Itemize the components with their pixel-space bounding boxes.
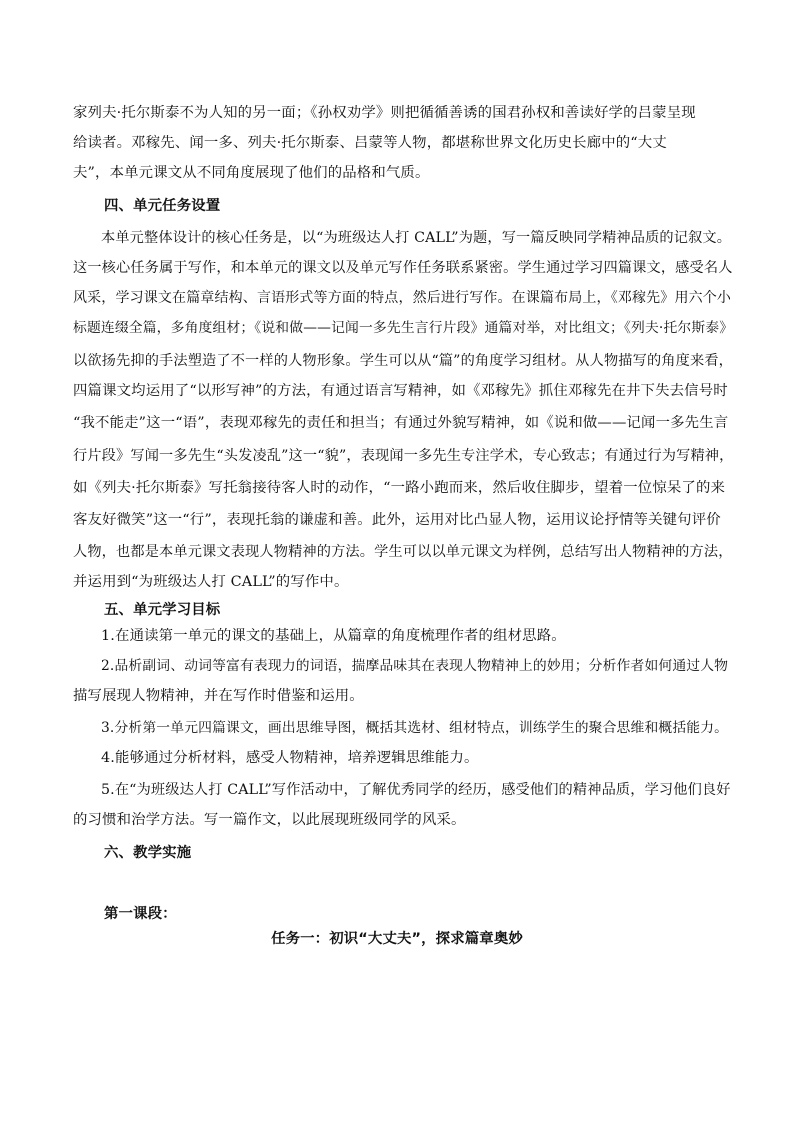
paragraph-line: 四篇课文均运用了“以形写神”的方法，有通过语言写精神，如《邓稼先》抓住邓稼先在井下失去信号时: [73, 383, 728, 399]
goal-item-4: 4.能够通过分析材料，感受人物精神，培养逻辑思维能力。: [101, 750, 479, 766]
paragraph-line: 人物，也都是本单元课文表现人物精神的方法。学生可以以单元课文为样例，总结写出人物精神的方法，: [73, 544, 733, 560]
goal-item-1: 1.在通读第一单元的课文的基础上，从篇章的角度梳理作者的组材思路。: [101, 628, 566, 644]
goal-item-2: 2.品析副词、动词等富有表现力的词语，揣摩品味其在表现人物精神上的妙用；分析作者如何通过人物: [101, 658, 729, 674]
paragraph-line: 标题连缀全篇，多角度组材；《说和做——记闻一多先生言行片段》通篇对举，对比组文；《列夫·托尔斯泰》: [73, 320, 734, 336]
goal-item-3: 3.分析第一单元四篇课文，画出思维导图，概括其选材、组材特点，训练学生的聚合思维和概括能力。: [101, 720, 729, 736]
stage-label: 第一课段：: [104, 906, 177, 922]
paragraph-line: 如《列夫·托尔斯泰》写托翁接待客人时的动作，“一路小跑而来，然后收住脚步，望着一位惊呆了的来: [73, 480, 726, 496]
paragraph-line: “我不能走”这一“语”，表现邓稼先的责任和担当；有通过外貌写精神，如《说和做——记闻一多先生言: [73, 415, 729, 431]
paragraph-line: 客友好微笑”这一“行”，表现托翁的谦虚和善。此外，运用对比凸显人物，运用议论抒情等关键句评价: [73, 512, 721, 528]
goal-item-5-cont: 的习惯和治学方法。写一篇作文，以此展现班级同学的风采。: [73, 812, 466, 828]
paragraph-line: 家列夫·托尔斯泰不为人知的另一面；《孙权劝学》则把循循善诱的国君孙权和善读好学的吕蒙呈现: [73, 105, 696, 121]
section-heading-6: 六、教学实施: [104, 845, 192, 861]
section-heading-5: 五、单元学习目标: [104, 602, 221, 618]
paragraph-line: 夫”，本单元课文从不同角度展现了他们的品格和气质。: [73, 165, 430, 181]
paragraph-line: 本单元整体设计的核心任务是，以“为班级达人打 CALL”为题，写一篇反映同学精神品质的记叙文。: [101, 230, 732, 246]
paragraph-line: 行片段》写闻一多先生“头发凌乱”这一“貌”，表现闻一多先生专注学术，专心致志；有通过行为写精神，: [73, 448, 734, 464]
section-heading-4: 四、单元任务设置: [104, 198, 221, 214]
goal-item-5: 5.在“为班级达人打 CALL”写作活动中，了解优秀同学的经历，感受他们的精神品质，学习他们良好: [101, 782, 731, 798]
task-title: 任务一：初识“大丈夫”，探求篇章奥妙: [271, 931, 523, 947]
paragraph-line: 以欲扬先抑的手法塑造了不一样的人物形象。学生可以从“篇”的角度学习组材。从人物描写的角度来看，: [73, 353, 733, 369]
paragraph-line: 这一核心任务属于写作，和本单元的课文以及单元写作任务联系紧密。学生通过学习四篇课文，感受名人: [73, 260, 733, 276]
goal-item-2-cont: 描写展现人物精神，并在写作时借鉴和运用。: [73, 688, 364, 704]
paragraph-line: 给读者。邓稼先、闻一多、列夫·托尔斯泰、吕蒙等人物，都堪称世界文化历史长廊中的“大丈: [73, 135, 667, 151]
paragraph-line: 风采，学习课文在篇章结构、言语形式等方面的特点，然后进行写作。在课篇布局上，《邓稼先》用六个小: [73, 290, 732, 306]
paragraph-line: 并运用到“为班级达人打 CALL”的写作中。: [73, 574, 349, 590]
